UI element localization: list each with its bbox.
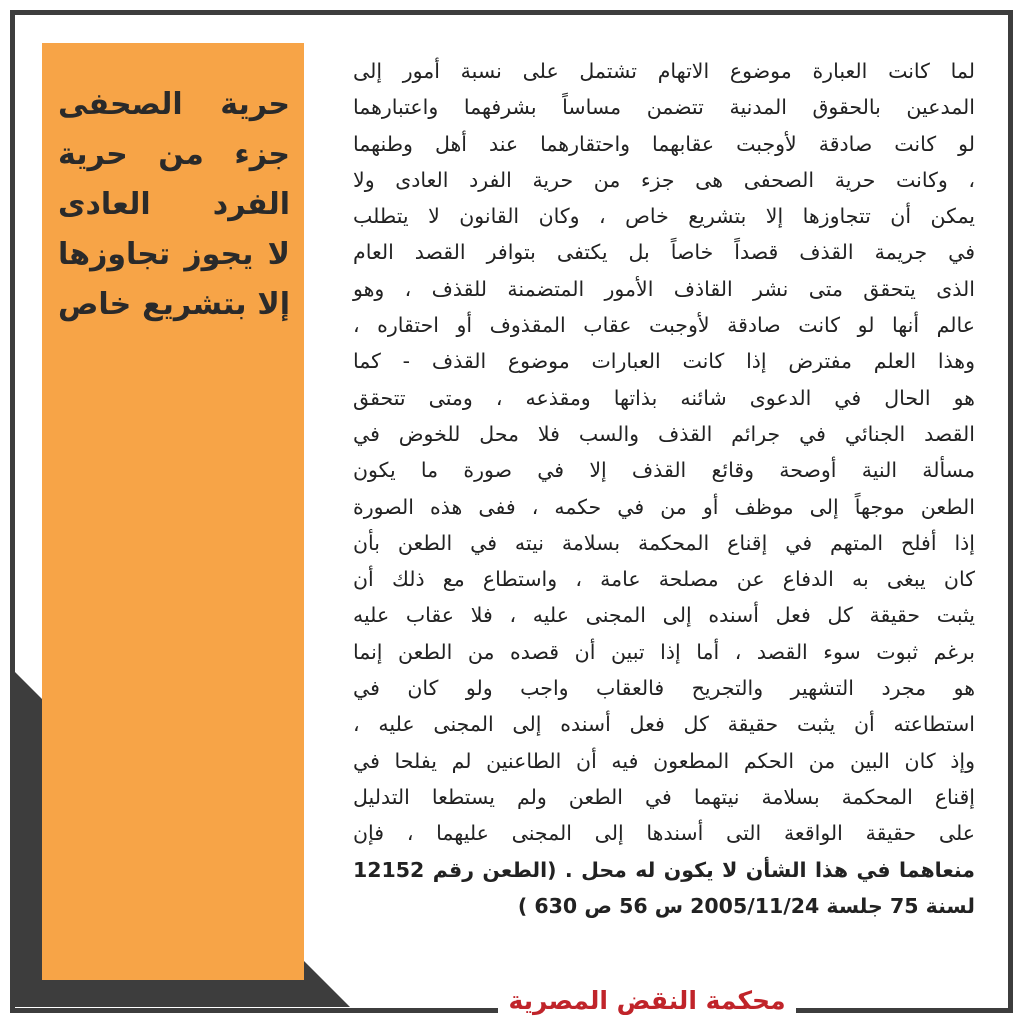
ruling-text-line: ، وكانت حرية الصحفى هى جزء من حرية الفرد العادى ولا <box>353 167 975 192</box>
ruling-text-line: عالم أنها لو كانت صادقة لأوجبت عقاب المقذوف أو احتقاره ، <box>353 313 975 338</box>
ruling-text-line: وإذ كان البين من الحكم المطعون فيه أن الطاعنين لم يفلحا في <box>353 748 975 773</box>
ruling-text-line: المدعين بالحقوق المدنية تتضمن مساساً بشرفهما واعتبارهما <box>353 95 975 120</box>
pull-quote-line: إلا بتشريع خاص <box>58 287 290 322</box>
ruling-text-line: استطاعته أن يثبت حقيقة كل فعل أسنده إلى المجنى عليه ، <box>353 712 975 737</box>
ruling-text-line: في جريمة القذف قصداً خاصاً بل يكتفى بتوافر القصد العام <box>353 240 975 265</box>
ruling-text-line: الطعن موجهاً إلى موظف أو من في حكمه ، ففى هذه الصورة <box>353 494 975 519</box>
pull-quote-line: جزء من حرية <box>58 137 290 172</box>
ruling-text-line: الذى يتحقق متى نشر القاذف الأمور المتضمنة للقذف ، وهو <box>353 276 975 301</box>
ruling-text-line: مسألة النية أوصحة وقائع القذف إلا في صورة ما يكون <box>353 458 975 483</box>
pull-quote <box>58 80 290 330</box>
pull-quote-line: لا يجوز تجاوزها <box>58 237 290 272</box>
ruling-text-line: إذا أفلح المتهم في إقناع المحكمة بسلامة نيته في الطعن بأن <box>353 530 975 555</box>
ruling-text-line: وهذا العلم مفترض إذا كانت العبارات موضوع القذف - كما <box>353 349 975 374</box>
ruling-text-line: على حقيقة الواقعة التى أسندها إلى المجنى عليهما ، فإن <box>353 821 975 846</box>
ruling-text-line: لما كانت العبارة موضوع الاتهام تشتمل على نسبة أمور إلى <box>353 59 975 83</box>
case-citation-line: منعاهما في هذا الشأن لا يكون له محل . (الطعن رقم 12152 <box>353 857 975 882</box>
case-citation-line: لسنة 75 جلسة 2005/11/24 س 56 ص 630 ) <box>517 893 975 918</box>
pull-quote-line: الفرد العادى <box>58 187 290 222</box>
ruling-text-line: إقناع المحكمة بسلامة نيتهما في الطعن ولم يستطعا التدليل <box>353 784 975 809</box>
ruling-text-line: برغم ثبوت سوء القصد ، أما إذا تبين أن قصده من الطعن إنما <box>353 639 975 664</box>
ruling-text-line: القصد الجنائي في جرائم القذف والسب فلا محل للخوض في <box>353 421 975 446</box>
ruling-text-line: كان يبغى به الدفاع عن مصلحة عامة ، واستطاع مع ذلك أن <box>353 567 975 592</box>
court-name-footer <box>498 978 796 1022</box>
ruling-text-line: يثبت حقيقة كل فعل أسنده إلى المجنى عليه ، فلا عقاب عليه <box>353 603 975 628</box>
court-name: محكمة النقض المصرية <box>508 985 786 1015</box>
ruling-text-line: لو كانت صادقة لأوجبت عقابهما واحتقارهما عند أهل وطنهما <box>353 131 975 156</box>
ruling-text <box>353 53 975 924</box>
ruling-text-line: هو الحال في الدعوى شائنه بذاتها ومقذعه ، ومتى تتحقق <box>353 385 975 410</box>
ruling-text-line: هو مجرد التشهير والتجريح فالعقاب واجب ولو كان في <box>353 676 975 701</box>
ruling-text-line: يمكن أن تتجاوزها إلا بتشريع خاص ، وكان القانون لا يتطلب <box>353 204 975 229</box>
pull-quote-line: حرية الصحفى <box>58 87 290 122</box>
